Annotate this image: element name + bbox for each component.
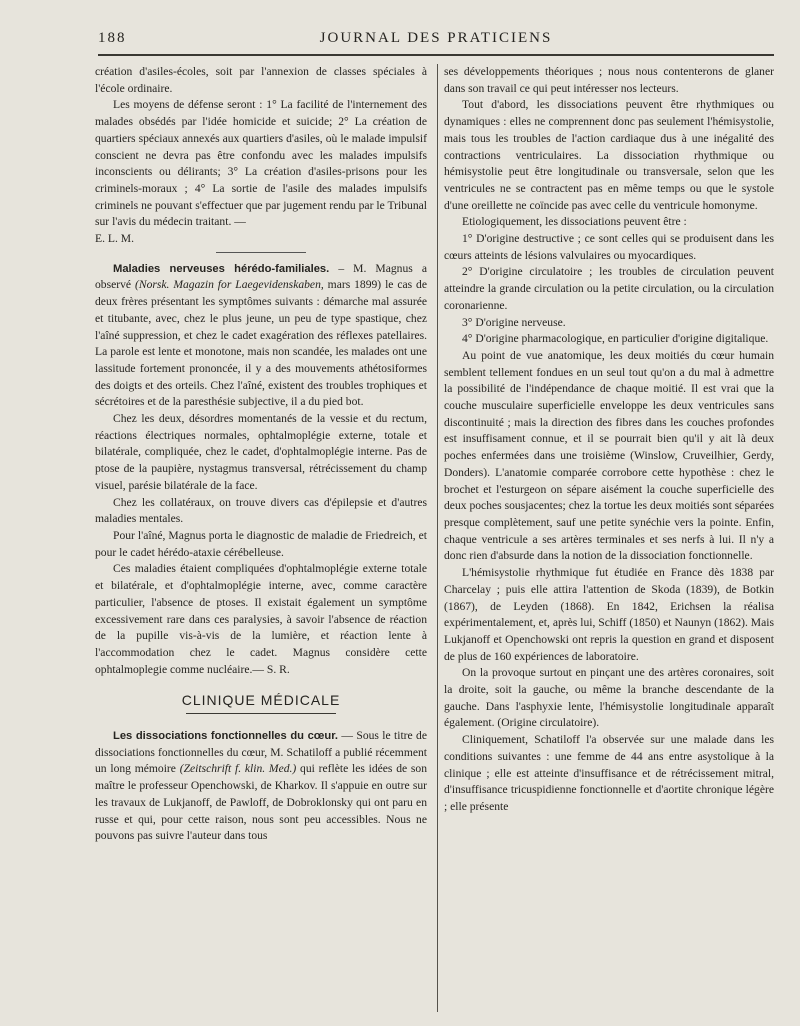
text-run: — Sous le titre de dissociations fonctionnelles du cœur, M. Schatiloff a publié récemment un long mémoire bbox=[95, 729, 428, 776]
paragraph: Etiologiquement, les dissociations peuvent être : bbox=[462, 215, 687, 229]
journal-title: JOURNAL DES PRATICIENS bbox=[319, 30, 553, 46]
text-run: – M. Magnus a observé bbox=[95, 261, 427, 292]
list-item: 4° D'origine pharmacologique, en particulier d'origine digitalique. bbox=[462, 332, 769, 346]
paragraph: ses développements théoriques ; nous nous contenterons de glaner dans son travail ce qui peut intéresser nos lecteurs. bbox=[444, 65, 774, 95]
paragraph: On la provoque surtout en pinçant une des artères coronaires, soit la droite, soit la gauche, ou même la branche descendante de la gauche. Dans l'asphyxie lente, l'hémisystolie longitudinale apparaît également. (Origine circulatoire). bbox=[444, 666, 774, 730]
paragraph: création d'asiles-écoles, soit par l'annexion de classes spéciales à l'école ordinaire. bbox=[95, 65, 427, 95]
left-column bbox=[95, 64, 427, 845]
paragraph: Au point de vue anatomique, les deux moitiés du cœur humain semblent tellement fondues en un seul tout qu'on a du mal à admettre la possibilité de l'indépendance de chaque moitié. Il est vrai que la couche musculaire superficielle enveloppe les deux ventricules sans discontinuité ; mais la direction des fibres dans les couches profondes est insuffisament connue, et il se pourrait bien qu'il y ait là deux poches enfermées dans une troisième (Winslow, Cruveilhier, Gerdy, Donders). L'anatomie comparée corrobore cette hypothèse : chez le brochet et l'esturgeon on sépare aisément la couche superficielle des deux poches sousjacentes; chez la tortue les deux moitiés sont séparées presque complètement, sauf une petite synéchie vers la pointe. Enfin, chaque ventricule a ses artères terminales et ses nerfs à lui. Il n'y a donc rien d'absurde dans la notion de la dissociation fonctionnelle. bbox=[444, 348, 774, 563]
rubric-underline bbox=[186, 713, 336, 714]
paragraph: Chez les deux, désordres momentanés de la vessie et du rectum, réactions électriques normales, ophtalmoplégie externe, totale et bilatérale, compliquée, chez le cadet, d'ophtalmoplégie interne. Pas de ptose de la paupière, nystagmus transversal, rétrécissement du champ visuel, parésie bilatérale de la face. bbox=[95, 412, 427, 492]
header-rule bbox=[98, 54, 774, 56]
article-dissociations bbox=[95, 728, 427, 845]
paragraph: Pour l'aîné, Magnus porta le diagnostic de maladie de Friedreich, et pour le cadet hérédo-ataxie cérébelleuse. bbox=[95, 528, 427, 559]
article-title: Les dissociations fonctionnelles du cœur. bbox=[113, 730, 339, 743]
reference: (Zeitschrift f. klin. Med.) bbox=[179, 762, 297, 776]
article-title: Maladies nerveuses hérédo-familiales. bbox=[113, 262, 330, 275]
paragraph: Tout d'abord, les dissociations peuvent être rhythmiques ou dynamiques : elles ne comprennent donc pas seulement l'hémisystolie, mais tous les troubles de l'action cardiaque dus à une inégalité des contractions ventriculaires. La dissociation rhythmique ou hémisystolie peut être longitudinale ou transversale, selon que les ventricules ne se contractent pas en même temps ou que le systole d'une oreillette ne coïncide pas avec celle du ventricule homonyme. bbox=[444, 98, 774, 212]
text-run: qui reflète les idées de son maître le professeur Openchowski, de Kharkov. Il s'appuie en outre sur les travaux de Lukjanoff, de Pawloff, de Dobroklonsky qui ont paru en russe et qui, pour cette raison, nous sont peu accessibles. Nous ne pouvons pas suivre l'auteur dans tous bbox=[95, 762, 428, 843]
right-column bbox=[444, 64, 774, 816]
signature: E. L. M. bbox=[95, 232, 134, 246]
list-item: 2° D'origine circulatoire ; les troubles de circulation peuvent atteindre la grande circulation ou la petite circulation, ou la circulation coronarienne. bbox=[444, 265, 774, 312]
paragraph: L'hémisystolie rhythmique fut étudiée en France dès 1838 par Charcelay ; puis elle attira l'attention de Skoda (1839), de Botkin (1867), de Leyden (1868). En 1842, Erichsen la réalisa expérimentalement, et, après lui, Schiff (1850) et Naunyn (1862). Mais Lukjanoff et Openchowski ont repris la question en grand et disposent de plus de 160 expériences de laboratoire. bbox=[444, 566, 774, 663]
list-item: 1° D'origine destructive ; ce sont celles qui se produisent dans les cœurs atteints de lésions valvulaires ou myocardiques. bbox=[444, 232, 774, 262]
paragraph: Ces maladies étaient compliquées d'ophtalmoplégie externe totale et bilatérale, et d'ophtalmoplégie interne, avec, comme caractère particulier, l'absence de ptoses. Il existait également un symptôme excessivement rare dans ces paralysies, à savoir l'absence de réaction de la pupille vis-à-vis de la lumière, et réaction lente à l'accommodation chez le cadet. Magnus considère cette ophtalmoplegie comme nucléaire.— S. R. bbox=[95, 562, 427, 676]
page-header bbox=[98, 30, 774, 52]
column-divider bbox=[437, 64, 438, 1012]
paragraph: Les moyens de défense seront : 1° La facilité de l'internement des malades obsédés par l'idée homicide et suicide; 2° La création de quartiers spéciaux annexés aux quartiers d'asiles, où le malade impulsif conscient ne devra pas être confondu avec les malades impulsifs inconscients ou délirants; 3° La création d'asiles-prisons pour les criminels-moraux ; 4° La sortie de l'asile des malades impulsifs criminels ne pouvant s'effectuer que par jugement rendu par le Tribunal sur l'avis du médecin traitant. — bbox=[95, 98, 427, 229]
article-maladies-nerveuses bbox=[95, 261, 427, 411]
paragraph: Cliniquement, Schatiloff l'a observée sur une malade dans les conditions suivantes : une femme de 44 ans entre asystolique à la clinique ; elle est atteinte d'insuffisance et de rétrécissement mitral, d'insuffisance tricuspidienne fonctionnelle et d'aortite chronique légère ; elle présente bbox=[444, 733, 774, 813]
page-number: 188 bbox=[98, 30, 127, 46]
paragraph: Chez les collatéraux, on trouve divers cas d'épilepsie et d'autres maladies mentales. bbox=[95, 495, 427, 526]
reference: (Norsk. Magazin for Laegevidenskaben, bbox=[134, 278, 324, 292]
text-run: mars 1899) le cas de deux frères présentant les symptômes suivants : démarche mal assurée et titubante, avec, chez le plus jeune, un peu de type spastique, chez l'aîné suppression, et chez le cadet exagération des réflexes patellaires. La parole est lente et monotone, mais non scandée, les malades ont une lassitude fortement prononcée, il y a des mouvements athétosiformes des doigts et des orteils. Chez l'aîné, existent des troubles trophiques et sécrétoires et de la paresthésie subjective, il a du pied bot. bbox=[95, 278, 427, 409]
section-rubric: CLINIQUE MÉDICALE bbox=[181, 692, 341, 709]
list-item: 3° D'origine nerveuse. bbox=[462, 315, 566, 329]
section-separator bbox=[216, 252, 306, 253]
